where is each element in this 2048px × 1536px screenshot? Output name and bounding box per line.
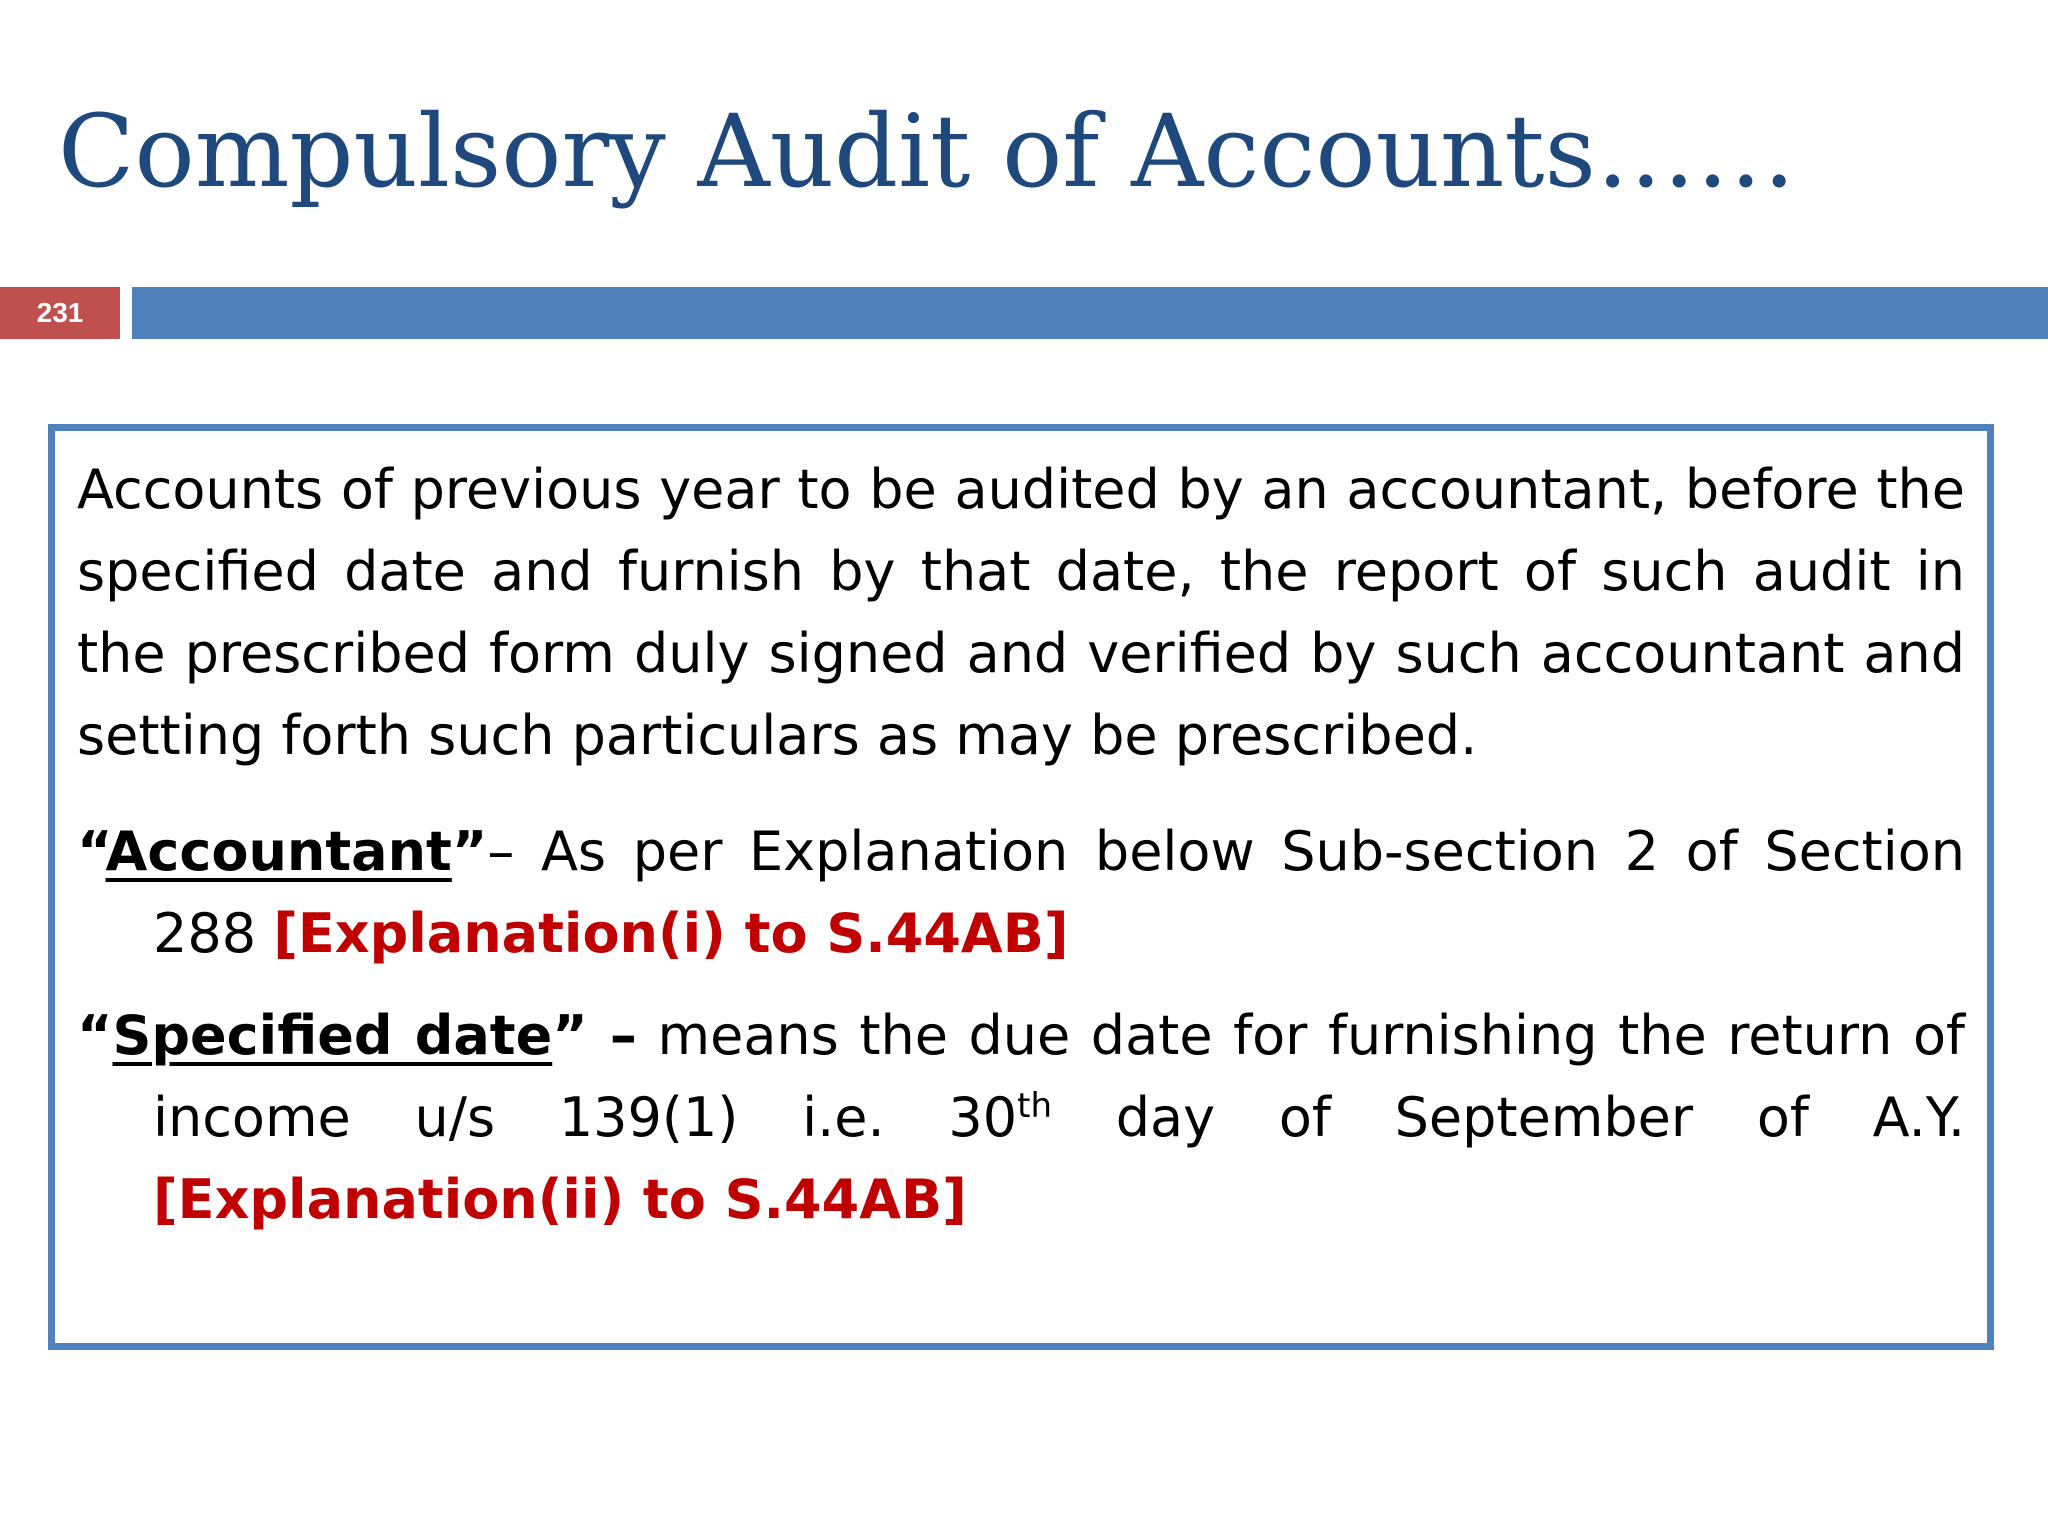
specified-date-term-label: Specified date xyxy=(112,1004,553,1067)
title-accent-bar xyxy=(132,287,2048,339)
specified-date-dash: – xyxy=(587,1004,637,1067)
slide-number-badge: 231 xyxy=(0,287,120,339)
specified-date-definition xyxy=(77,995,1965,1241)
specified-date-text-before: means the due date for furnishing the return of income u/s 139(1) i.e. 30 xyxy=(153,1004,1965,1149)
specified-date-term xyxy=(77,1004,588,1067)
specified-date-quote-open: “ xyxy=(77,1004,113,1067)
accountant-definition xyxy=(77,811,1965,975)
accountant-term-label: Accountant xyxy=(105,820,452,883)
content-box xyxy=(48,424,1994,1350)
accountant-reference: [Explanation(i) to S.44AB] xyxy=(273,902,1069,965)
intro-paragraph: Accounts of previous year to be audited by an accountant, before the specified date and furnish by that date, the report of such audit in the prescribed form duly signed and verified by such accountant and setting forth such particulars as may be prescribed. xyxy=(77,458,1965,767)
ordinal-suffix: th xyxy=(1017,1086,1053,1126)
slide-title: Compulsory Audit of Accounts…… xyxy=(58,93,1796,210)
accountant-definition-text: As per Explanation below Sub-section 2 of Section 288 xyxy=(153,820,1965,965)
specified-date-text-after: day of September of A.Y. xyxy=(1052,1086,1966,1149)
specified-date-quote-close: ” xyxy=(552,1004,588,1067)
accountant-dash: – xyxy=(487,820,515,883)
specified-date-reference: [Explanation(ii) to S.44AB] xyxy=(153,1168,967,1231)
accountant-quote-open: “ xyxy=(77,820,106,883)
accountant-quote-close: ” xyxy=(451,820,488,883)
accountant-term xyxy=(77,820,487,883)
